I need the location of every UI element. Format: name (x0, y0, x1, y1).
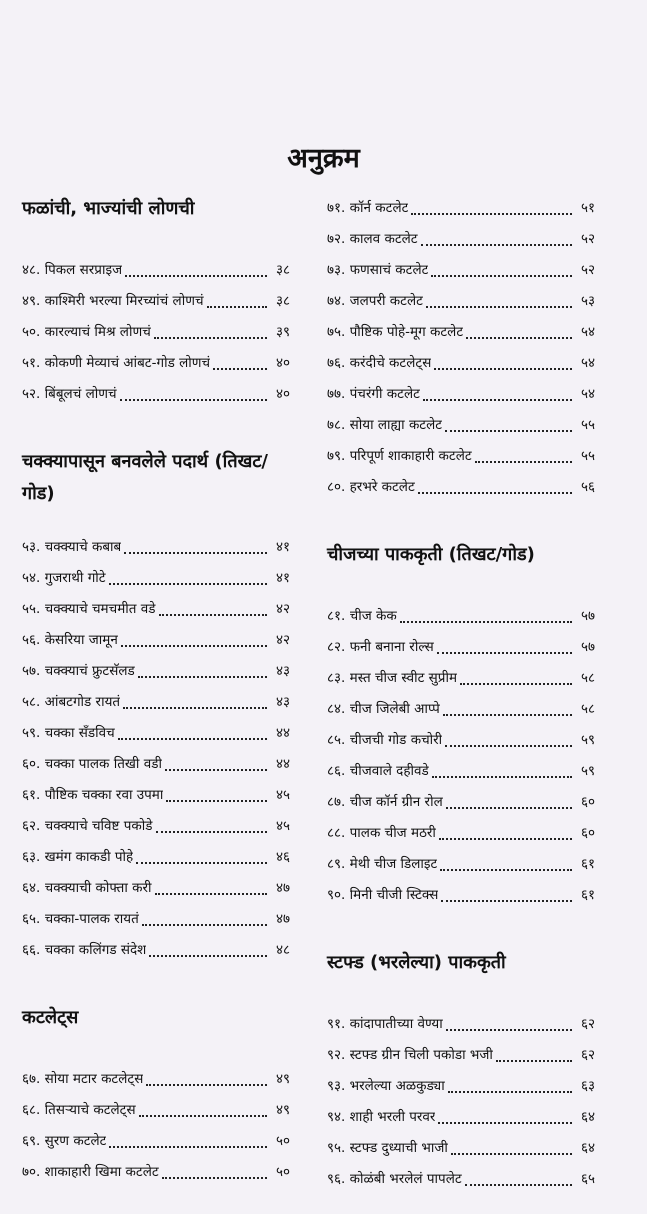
section-heading: कटलेट्स (22, 1007, 79, 1028)
toc-entry[interactable] (22, 780, 290, 811)
entry-number: ५०. (22, 324, 41, 340)
entry-number: ६१. (22, 787, 41, 803)
entry-title: सुरण कटलेट (44, 1133, 107, 1149)
entry-page: ४८ (275, 942, 290, 958)
toc-entry[interactable] (22, 842, 290, 873)
entry-number: ६६. (22, 942, 41, 958)
entry-page: ५५ (580, 448, 595, 464)
entry-number: ६३. (22, 849, 41, 865)
toc-column-left (22, 193, 290, 1188)
dot-leader (418, 492, 572, 494)
entry-title: कोळंबी भरलेलं पापलेट (349, 1171, 462, 1187)
entry-title: चक्क्याचे चमचमीत वडे (44, 601, 156, 617)
toc-entry[interactable] (22, 1157, 290, 1188)
dot-leader (120, 399, 267, 401)
entry-page: ६२ (580, 1047, 595, 1063)
toc-entry[interactable] (327, 880, 595, 911)
entry-page: ६५ (580, 1171, 595, 1187)
toc-entry[interactable] (22, 1095, 290, 1126)
entry-title: चीजवाले दहीवडे (349, 763, 429, 779)
entry-page: ६० (580, 794, 595, 810)
dot-leader (138, 676, 267, 678)
dot-leader (439, 838, 572, 840)
entry-number: ६४. (22, 880, 41, 896)
entry-title: करंदीचे कटलेट्स (349, 355, 432, 371)
entry-title: शाकाहारी खिमा कटलेट (44, 1164, 159, 1180)
toc-entry[interactable] (22, 935, 290, 966)
toc-entry[interactable] (327, 787, 595, 818)
toc-entry[interactable] (22, 563, 290, 594)
dot-leader (451, 1153, 572, 1155)
entry-title: चक्का पालक तिखी वडी (44, 756, 162, 772)
toc-entry[interactable] (22, 687, 290, 718)
entry-number: ५५. (22, 601, 41, 617)
entry-number: ५२. (22, 386, 41, 402)
entry-number: ८०. (327, 479, 346, 495)
page-title: अनुक्रम (287, 143, 360, 174)
entry-page: ५४ (580, 386, 595, 402)
entry-page: ५४ (580, 324, 595, 340)
entry-number: ५९. (22, 725, 41, 741)
section-heading: चीजच्या पाककृती (तिखट/गोड) (327, 544, 535, 565)
entry-title: मेथी चीज डिलाइट (349, 856, 438, 872)
toc-entry[interactable] (22, 656, 290, 687)
dot-leader (496, 1060, 572, 1062)
entry-title: बिंबूलचं लोणचं (44, 386, 117, 402)
entry-title: काश्मिरी भरल्या मिरच्यांचं लोणचं (44, 293, 204, 309)
dot-leader (118, 738, 267, 740)
dot-leader (149, 955, 267, 957)
entry-number: ९४. (327, 1109, 346, 1125)
toc-entry[interactable] (327, 1009, 595, 1040)
section-entries (22, 532, 290, 966)
entry-page: ४६ (275, 849, 290, 865)
entry-number: ७१. (327, 200, 346, 216)
entry-page: ५९ (580, 763, 595, 779)
entry-page: ५९ (580, 732, 595, 748)
dot-leader (166, 800, 267, 802)
dot-leader (437, 652, 572, 654)
dot-leader (136, 862, 267, 864)
entry-page: ४४ (275, 725, 290, 741)
entry-number: ७७. (327, 386, 346, 402)
dot-leader (448, 1091, 572, 1093)
toc-entry[interactable] (22, 811, 290, 842)
entry-number: ७४. (327, 293, 346, 309)
entry-title: चक्क्याचे कबाब (44, 539, 122, 555)
entry-page: ५६ (580, 479, 595, 495)
entry-title: सोया लाह्या कटलेट (349, 417, 443, 433)
entry-title: फणसाचं कटलेट (349, 262, 429, 278)
dot-leader (154, 337, 267, 339)
section-entries (22, 1064, 290, 1188)
dot-leader (156, 831, 268, 833)
entry-title: पंचरंगी कटलेट (349, 386, 420, 402)
toc-entry[interactable] (22, 255, 290, 286)
toc-entry[interactable] (22, 1126, 290, 1157)
entry-title: चक्का-पालक रायतं (44, 911, 139, 927)
dot-leader (423, 399, 572, 401)
entry-page: ५० (275, 1164, 290, 1180)
dot-leader (446, 807, 572, 809)
entry-number: ८६. (327, 763, 346, 779)
entry-page: ५१ (580, 200, 595, 216)
dot-leader (155, 893, 268, 895)
toc-entry[interactable] (22, 348, 290, 379)
entry-title: परिपूर्ण शाकाहारी कटलेट (349, 448, 472, 464)
dot-leader (460, 683, 572, 685)
dot-leader (432, 776, 572, 778)
toc-entry[interactable] (22, 749, 290, 780)
entry-page: ५७ (580, 639, 595, 655)
entry-number: ८१. (327, 608, 346, 624)
toc-entry[interactable] (22, 286, 290, 317)
entry-page: ४१ (275, 570, 290, 586)
entry-page: ४३ (275, 694, 290, 710)
entry-title: चक्का कलिंगड संदेश (44, 942, 147, 958)
entry-title: खमंग काकडी पोहे (44, 849, 134, 865)
entry-number: ६७. (22, 1071, 41, 1087)
entry-page: ५२ (580, 231, 595, 247)
entry-title: भरलेल्या अळकुड्या (349, 1078, 445, 1094)
dot-leader (142, 924, 267, 926)
dot-leader (109, 583, 267, 585)
entry-title: चक्क्याचे चविष्ट पकोडे (44, 818, 153, 834)
entry-page: ४० (275, 355, 290, 371)
entry-number: ५१. (22, 355, 41, 371)
entry-page: ४९ (275, 1102, 290, 1118)
entry-title: मस्त चीज स्वीट सुप्रीम (349, 670, 458, 686)
entry-number: ८२. (327, 639, 346, 655)
toc-entry[interactable] (22, 594, 290, 625)
dot-leader (441, 900, 572, 902)
entry-page: ४७ (275, 911, 290, 927)
toc-entry[interactable] (327, 348, 595, 379)
dot-leader (434, 368, 572, 370)
dot-leader (121, 645, 267, 647)
entry-page: ५३ (580, 293, 595, 309)
entry-number: ९५. (327, 1140, 346, 1156)
entry-page: ३९ (275, 324, 290, 340)
entry-page: ५८ (580, 670, 595, 686)
toc-entry[interactable] (327, 224, 595, 255)
dot-leader (465, 1184, 572, 1186)
entry-title: सोया मटार कटलेट्स (44, 1071, 144, 1087)
entry-title: मिनी चीजी स्टिक्स (349, 887, 439, 903)
entry-number: ७०. (22, 1164, 41, 1180)
entry-number: ७३. (327, 262, 346, 278)
entry-title: पौष्टिक चक्का रवा उपमा (44, 787, 164, 803)
toc-entry[interactable] (327, 379, 595, 410)
entry-number: ४९. (22, 293, 41, 309)
dot-leader (400, 621, 572, 623)
entry-page: ४७ (275, 880, 290, 896)
entry-number: ८३. (327, 670, 346, 686)
toc-entry[interactable] (327, 663, 595, 694)
entry-title: चक्क्याचं फ्रुटसॅलड (44, 663, 135, 679)
toc-column-right (327, 193, 595, 1195)
dot-leader (431, 275, 572, 277)
entry-title: चीज केक (349, 608, 397, 624)
entry-title: तिसऱ्याचे कटलेट्स (44, 1102, 136, 1118)
dot-leader (165, 769, 267, 771)
entry-title: कोकणी मेव्याचं आंबट-गोड लोणचं (44, 355, 211, 371)
section-heading: चक्क्यापासून बनवलेले पदार्थ (तिखट/गोड) (22, 451, 268, 504)
entry-title: कांदापातीच्या वेण्या (349, 1016, 443, 1032)
toc-entry[interactable] (327, 756, 595, 787)
dot-leader (146, 1084, 267, 1086)
entry-title: केसरिया जामून (44, 632, 118, 648)
entry-page: ४९ (275, 1071, 290, 1087)
entry-title: चीजची गोड कचोरी (349, 732, 443, 748)
entry-page: ५७ (580, 608, 595, 624)
entry-title: चक्का सँडविच (44, 725, 115, 741)
entry-title: कालव कटलेट (349, 231, 418, 247)
section-entries (327, 601, 595, 911)
toc-entry[interactable] (327, 694, 595, 725)
toc-entry[interactable] (22, 379, 290, 410)
section-entries (327, 1009, 595, 1195)
entry-number: ७६. (327, 355, 346, 371)
toc-entry[interactable] (327, 255, 595, 286)
entry-number: ७८. (327, 417, 346, 433)
entry-number: ६९. (22, 1133, 41, 1149)
dot-leader (139, 1115, 267, 1117)
entry-number: ९२. (327, 1047, 346, 1063)
dot-leader (123, 707, 267, 709)
entry-title: फनी बनाना रोल्स (349, 639, 434, 655)
dot-leader (124, 552, 267, 554)
entry-number: ४८. (22, 262, 41, 278)
entry-number: ९१. (327, 1016, 346, 1032)
entry-number: ५४. (22, 570, 41, 586)
entry-number: ५३. (22, 539, 41, 555)
dot-leader (426, 306, 572, 308)
entry-title: पौष्टिक पोहे-मूग कटलेट (349, 324, 464, 340)
section-heading: फळांची, भाज्यांची लोणची (22, 198, 195, 219)
entry-number: ८८. (327, 825, 346, 841)
entry-page: ५४ (580, 355, 595, 371)
entry-title: पिकल सरप्राइज (44, 262, 123, 278)
entry-title: पालक चीज मठरी (349, 825, 436, 841)
entry-number: ६८. (22, 1102, 41, 1118)
dot-leader (207, 306, 267, 308)
entry-title: चीज कॉर्न ग्रीन रोल (349, 794, 443, 810)
toc-entry[interactable] (327, 193, 595, 224)
toc-entry[interactable] (327, 818, 595, 849)
entry-title: हरभरे कटलेट (349, 479, 415, 495)
dot-leader (440, 869, 572, 871)
entry-page: ६२ (580, 1016, 595, 1032)
dot-leader (162, 1177, 267, 1179)
entry-number: ७९. (327, 448, 346, 464)
entry-number: ८४. (327, 701, 346, 717)
entry-page: ६३ (580, 1078, 595, 1094)
dot-leader (438, 1122, 572, 1124)
entry-title: कॉर्न कटलेट (349, 200, 409, 216)
entry-page: ४३ (275, 663, 290, 679)
entry-number: ६२. (22, 818, 41, 834)
entry-page: ४५ (275, 818, 290, 834)
toc-entry[interactable] (22, 718, 290, 749)
entry-page: ६० (580, 825, 595, 841)
entry-number: ९३. (327, 1078, 346, 1094)
toc-entry[interactable] (327, 601, 595, 632)
entry-number: ७५. (327, 324, 346, 340)
entry-page: ६४ (580, 1140, 595, 1156)
toc-entry[interactable] (327, 472, 595, 503)
toc-entry[interactable] (327, 1164, 595, 1195)
entry-title: चक्क्याची कोफ्ता करी (44, 880, 152, 896)
section-entries (327, 193, 595, 503)
toc-entry[interactable] (327, 286, 595, 317)
toc-entry[interactable] (22, 1064, 290, 1095)
entry-page: ३८ (275, 293, 290, 309)
entry-page: ६४ (580, 1109, 595, 1125)
toc-entry[interactable] (327, 632, 595, 663)
dot-leader (475, 461, 572, 463)
entry-title: जलपरी कटलेट (349, 293, 423, 309)
toc-entry[interactable] (22, 904, 290, 935)
dot-leader (446, 1029, 572, 1031)
dot-leader (213, 368, 267, 370)
dot-leader (109, 1146, 267, 1148)
toc-entry[interactable] (327, 1071, 595, 1102)
entry-page: ५२ (580, 262, 595, 278)
entry-number: ५६. (22, 632, 41, 648)
entry-number: ६०. (22, 756, 41, 772)
dot-leader (159, 614, 268, 616)
entry-title: स्टफ्ड ग्रीन चिली पकोडा भजी (349, 1047, 493, 1063)
entry-title: कारल्याचं मिश्र लोणचं (44, 324, 151, 340)
toc-entry[interactable] (327, 849, 595, 880)
entry-number: ६५. (22, 911, 41, 927)
entry-page: ४२ (275, 601, 290, 617)
entry-page: ४५ (275, 787, 290, 803)
entry-title: स्टफ्ड दुध्याची भाजी (349, 1140, 448, 1156)
dot-leader (445, 745, 572, 747)
dot-leader (466, 337, 572, 339)
entry-number: ८९. (327, 856, 346, 872)
entry-number: ९०. (327, 887, 346, 903)
entry-page: ५० (275, 1133, 290, 1149)
entry-page: ४१ (275, 539, 290, 555)
entry-title: चीज जिलेबी आप्पे (349, 701, 440, 717)
toc-entry[interactable] (22, 625, 290, 656)
entry-page: ४२ (275, 632, 290, 648)
toc-entry[interactable] (327, 1102, 595, 1133)
entry-page: ५५ (580, 417, 595, 433)
entry-page: ४० (275, 386, 290, 402)
toc-entry[interactable] (327, 725, 595, 756)
dot-leader (443, 714, 572, 716)
toc-entry[interactable] (327, 317, 595, 348)
entry-number: ५७. (22, 663, 41, 679)
section-heading: स्टफ्ड (भरलेल्या) पाककृती (327, 952, 506, 973)
entry-number: ९६. (327, 1171, 346, 1187)
dot-leader (421, 244, 572, 246)
entry-page: ३८ (275, 262, 290, 278)
toc-entry[interactable] (327, 441, 595, 472)
dot-leader (445, 430, 572, 432)
toc-entry[interactable] (327, 1133, 595, 1164)
entry-page: ६१ (580, 856, 595, 872)
entry-number: ७२. (327, 231, 346, 247)
dot-leader (411, 213, 572, 215)
entry-page: ६१ (580, 887, 595, 903)
entry-page: ५८ (580, 701, 595, 717)
entry-title: गुजराथी गोटे (44, 570, 106, 586)
toc-entry[interactable] (22, 532, 290, 563)
entry-number: ८७. (327, 794, 346, 810)
toc-entry[interactable] (327, 1040, 595, 1071)
entry-number: ५८. (22, 694, 41, 710)
section-entries (22, 255, 290, 410)
toc-entry[interactable] (327, 410, 595, 441)
toc-entry[interactable] (22, 873, 290, 904)
entry-title: आंबटगोड रायतं (44, 694, 121, 710)
entry-number: ८५. (327, 732, 346, 748)
entry-page: ४४ (275, 756, 290, 772)
toc-entry[interactable] (22, 317, 290, 348)
dot-leader (125, 275, 267, 277)
entry-title: शाही भरली परवर (349, 1109, 436, 1125)
